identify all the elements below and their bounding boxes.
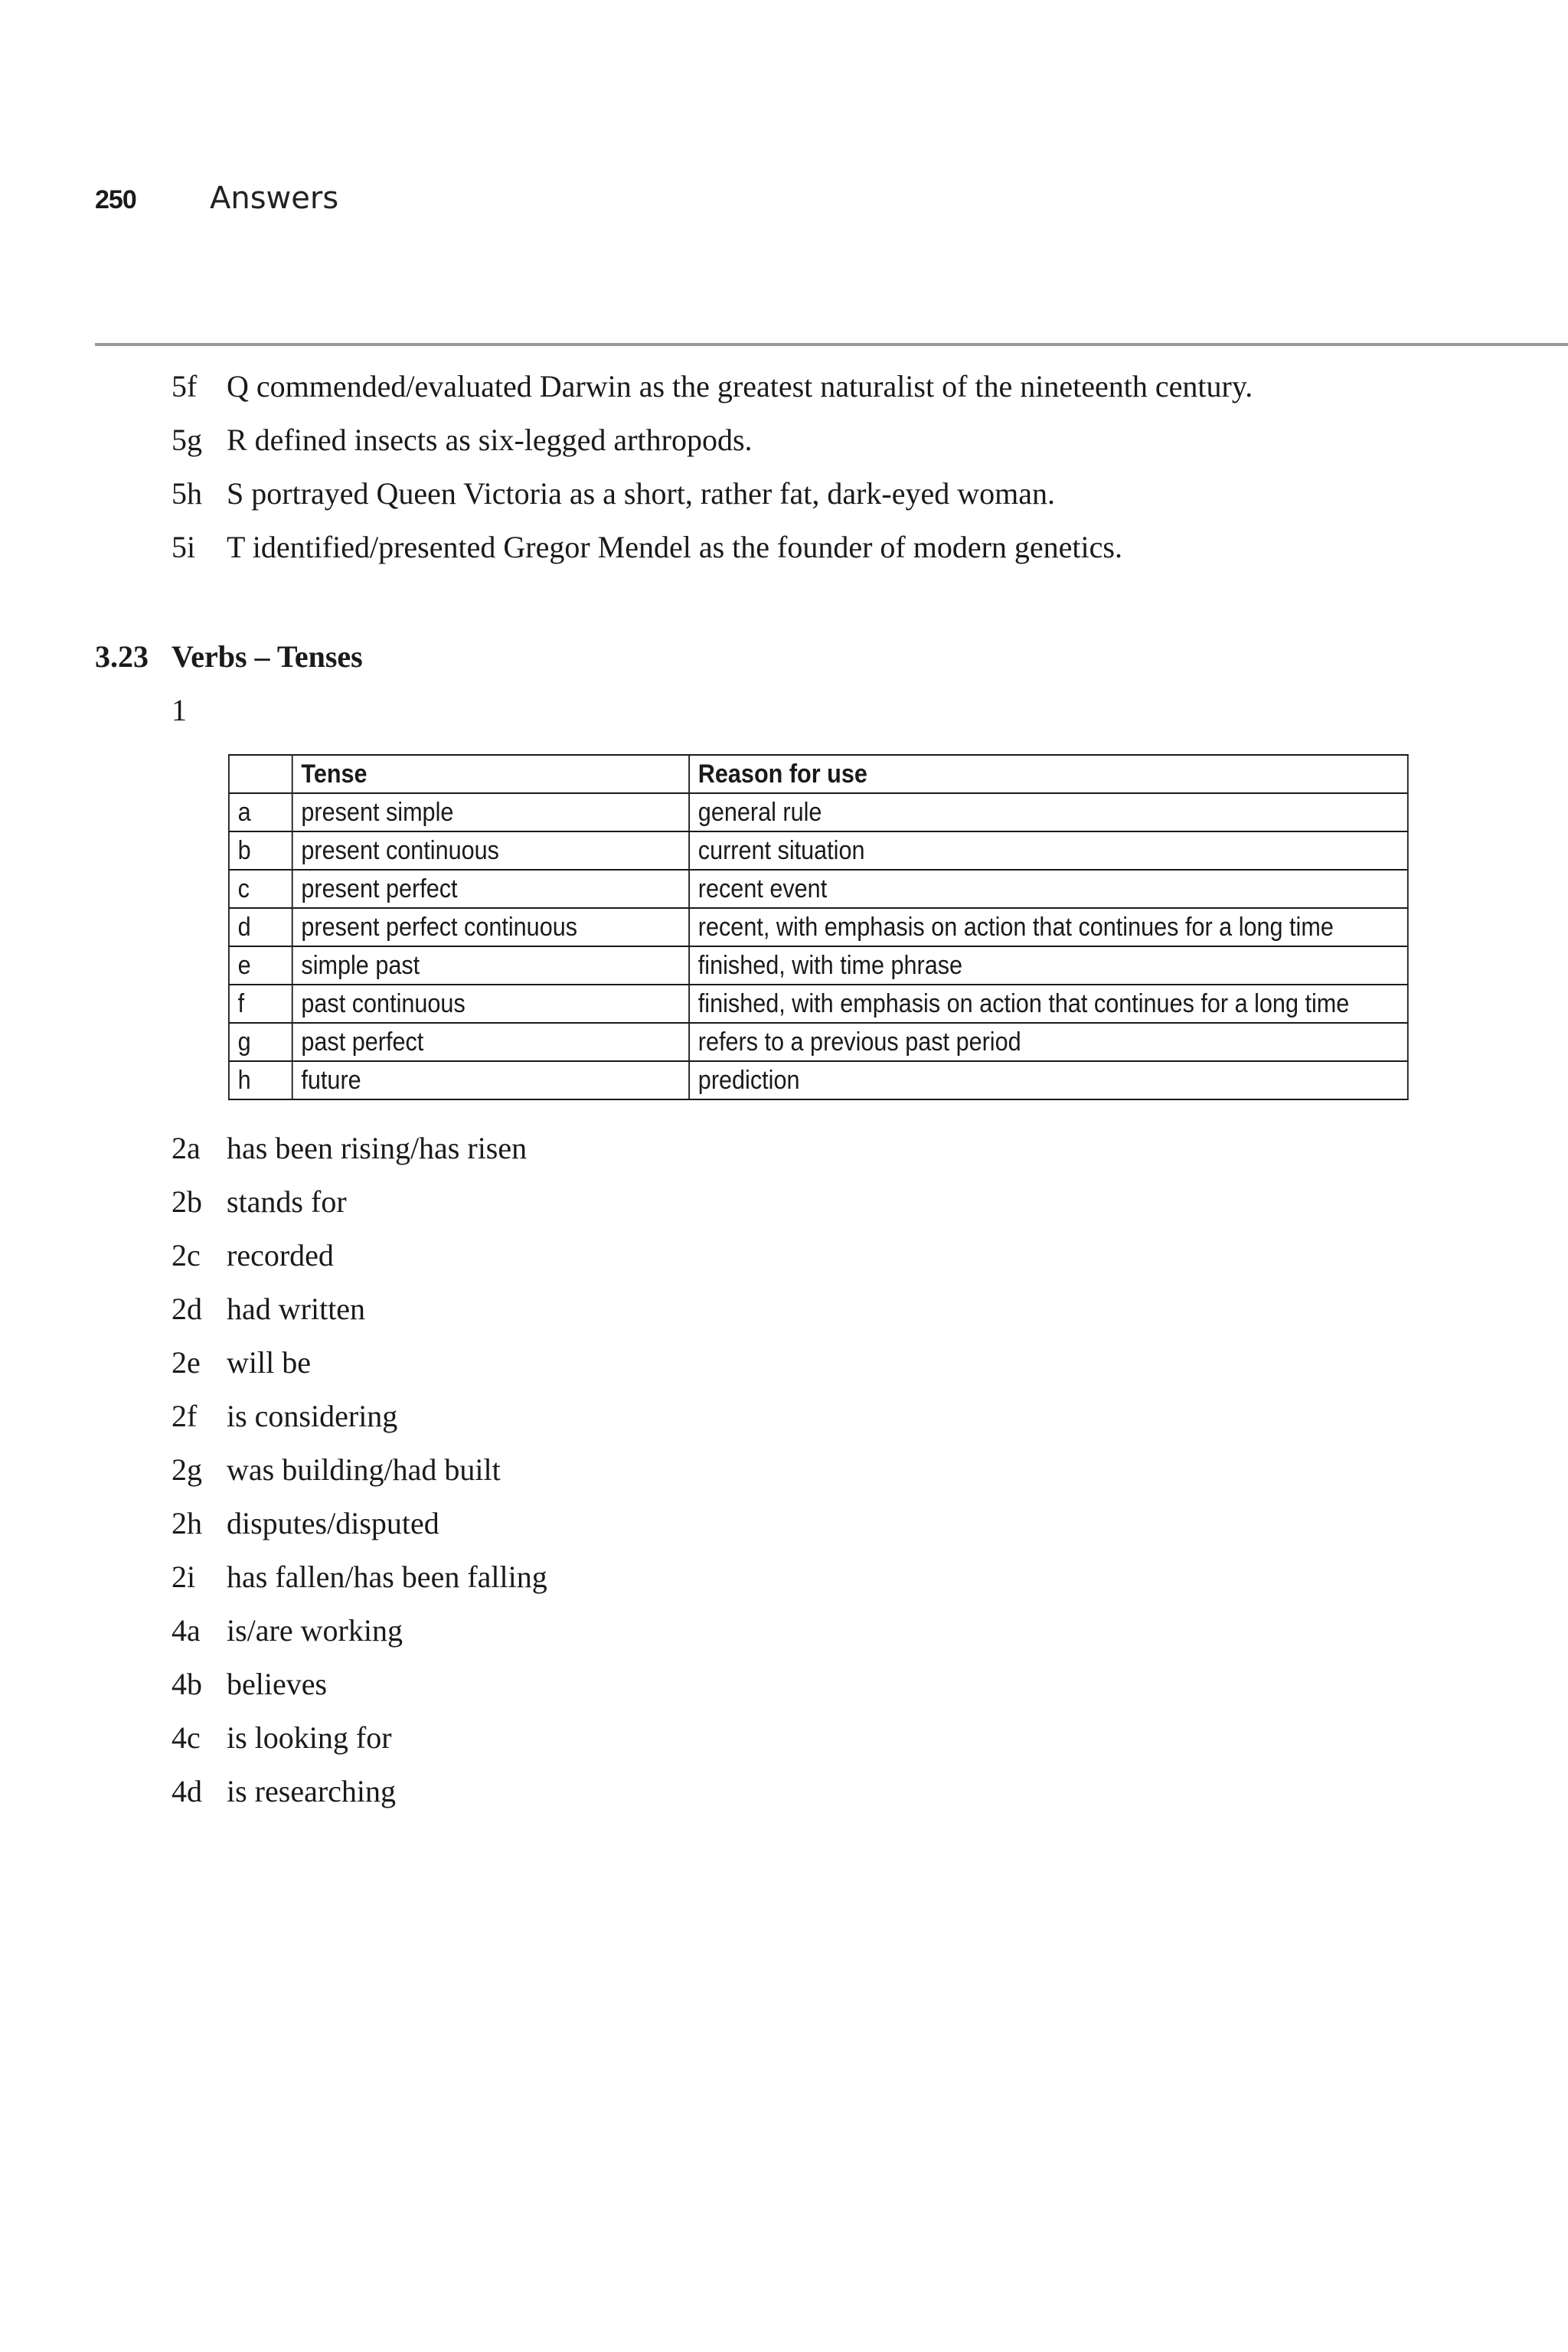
tense-cell: present perfect continuous xyxy=(292,908,689,946)
page-number: 250 xyxy=(95,185,136,214)
row-letter: b xyxy=(229,831,292,870)
table-row xyxy=(229,908,1408,946)
answer-text: disputes/disputed xyxy=(227,1506,439,1540)
page-header xyxy=(95,181,338,216)
header-rule xyxy=(95,343,1568,346)
answer-text: is/are working xyxy=(227,1613,403,1648)
answer-text: S portrayed Queen Victoria as a short, rather fat, dark-eyed woman. xyxy=(227,476,1056,511)
answer-number: 2c xyxy=(172,1238,201,1272)
answer-item xyxy=(172,467,1253,521)
tense-cell: past continuous xyxy=(292,985,689,1023)
answer-list-bottom xyxy=(172,1122,547,1818)
row-letter: h xyxy=(229,1061,292,1099)
tense-cell: past perfect xyxy=(292,1023,689,1061)
answer-number: 2d xyxy=(172,1292,202,1326)
answer-item xyxy=(172,1390,547,1443)
answer-number: 5i xyxy=(172,530,196,564)
answer-item xyxy=(172,1443,547,1497)
answer-number: 2a xyxy=(172,1131,201,1165)
reason-cell: recent, with emphasis on action that continues for a long time xyxy=(689,908,1408,946)
row-letter: c xyxy=(229,870,292,908)
table-header-cell: Reason for use xyxy=(689,755,1408,793)
tense-cell: present continuous xyxy=(292,831,689,870)
table-header-cell xyxy=(229,755,292,793)
tense-cell: simple past xyxy=(292,946,689,985)
answer-number: 2e xyxy=(172,1345,201,1380)
answer-number: 2i xyxy=(172,1560,196,1594)
answer-number: 2f xyxy=(172,1399,198,1433)
reason-cell: current situation xyxy=(689,831,1408,870)
running-head: Answers xyxy=(210,181,339,216)
answer-item xyxy=(172,1282,547,1336)
answer-text: T identified/presented Gregor Mendel as the founder of modern genetics. xyxy=(227,530,1122,564)
answer-item xyxy=(172,1229,547,1282)
answer-item xyxy=(172,1122,547,1175)
table-row xyxy=(229,831,1408,870)
answer-text: had written xyxy=(227,1292,366,1326)
answer-item xyxy=(172,360,1253,413)
answer-item xyxy=(172,1550,547,1604)
section-heading xyxy=(95,630,363,684)
answer-item xyxy=(172,1604,547,1658)
answer-item xyxy=(172,1336,547,1390)
tense-cell: future xyxy=(292,1061,689,1099)
answer-number: 4a xyxy=(172,1613,201,1648)
answer-text: stands for xyxy=(227,1184,347,1219)
reason-cell: finished, with time phrase xyxy=(689,946,1408,985)
table-row xyxy=(229,1023,1408,1061)
answer-number: 5g xyxy=(172,423,202,457)
section-number: 3.23 xyxy=(95,639,149,674)
answer-number: 4c xyxy=(172,1720,201,1755)
table-row xyxy=(229,985,1408,1023)
answer-list-top xyxy=(172,360,1253,574)
row-letter: f xyxy=(229,985,292,1023)
reason-cell: prediction xyxy=(689,1061,1408,1099)
reason-cell: finished, with emphasis on action that continues for a long time xyxy=(689,985,1408,1023)
answer-text: Q commended/evaluated Darwin as the greatest naturalist of the nineteenth century. xyxy=(227,369,1253,403)
answer-text: is looking for xyxy=(227,1720,392,1755)
table-row xyxy=(229,1061,1408,1099)
answer-text: was building/had built xyxy=(227,1452,501,1487)
tense-cell: present perfect xyxy=(292,870,689,908)
answer-text: believes xyxy=(227,1667,328,1701)
answer-item xyxy=(172,1711,547,1765)
row-letter: g xyxy=(229,1023,292,1061)
tenses-table xyxy=(228,754,1409,1100)
answer-text: will be xyxy=(227,1345,311,1380)
answer-number: 5h xyxy=(172,476,202,511)
answer-text: has been rising/has risen xyxy=(227,1131,528,1165)
table-row xyxy=(229,793,1408,831)
answer-item xyxy=(172,521,1253,574)
reason-cell: recent event xyxy=(689,870,1408,908)
table-header-cell: Tense xyxy=(292,755,689,793)
question-label: 1 xyxy=(172,693,187,727)
row-letter: e xyxy=(229,946,292,985)
answer-number: 4d xyxy=(172,1774,202,1808)
answer-text: has fallen/has been falling xyxy=(227,1560,547,1594)
answer-item xyxy=(172,1765,547,1818)
answer-number: 2h xyxy=(172,1506,202,1540)
answer-item xyxy=(172,1497,547,1550)
reason-cell: general rule xyxy=(689,793,1408,831)
answer-item xyxy=(172,1175,547,1229)
reason-cell: refers to a previous past period xyxy=(689,1023,1408,1061)
answer-number: 5f xyxy=(172,369,198,403)
table-row xyxy=(229,870,1408,908)
section-title: Verbs – Tenses xyxy=(172,639,363,674)
answer-text: recorded xyxy=(227,1238,334,1272)
answer-text: is considering xyxy=(227,1399,398,1433)
table-row xyxy=(229,946,1408,985)
answer-number: 4b xyxy=(172,1667,202,1701)
answer-number: 2b xyxy=(172,1184,202,1219)
tense-cell: present simple xyxy=(292,793,689,831)
answer-item xyxy=(172,413,1253,467)
row-letter: d xyxy=(229,908,292,946)
table-header-row xyxy=(229,755,1408,793)
answer-number: 2g xyxy=(172,1452,202,1487)
answer-item xyxy=(172,1658,547,1711)
answer-text: is researching xyxy=(227,1774,397,1808)
row-letter: a xyxy=(229,793,292,831)
answer-text: R defined insects as six-legged arthropods. xyxy=(227,423,753,457)
